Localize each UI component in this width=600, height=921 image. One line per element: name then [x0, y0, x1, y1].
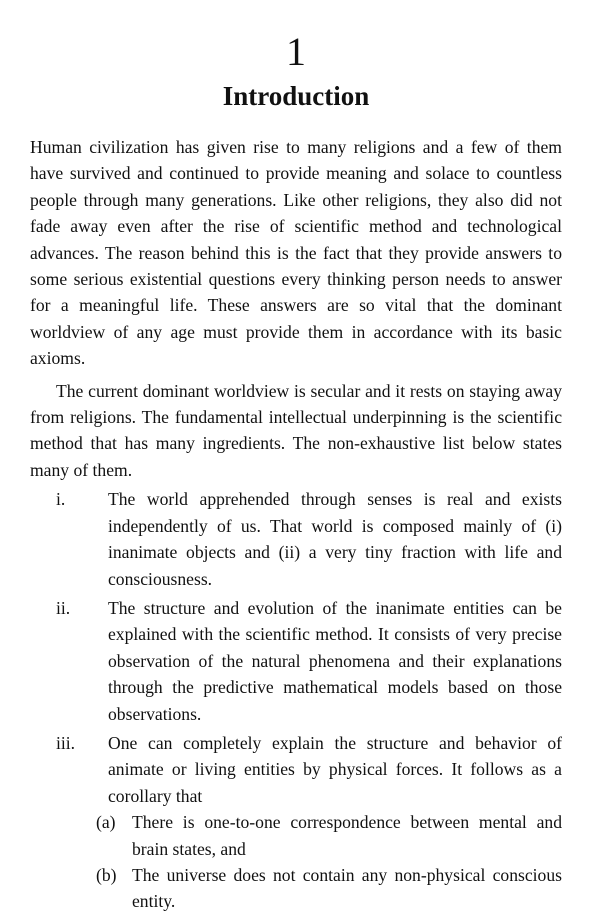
chapter-title: Introduction — [222, 81, 370, 111]
sublist-item — [96, 809, 562, 862]
list-marker: ii. — [56, 597, 71, 618]
chapter-number: 1 — [286, 29, 306, 74]
sublist-item — [96, 862, 562, 915]
body-text — [30, 134, 562, 915]
paragraph-2: The current dominant worldview is secular and it rests on staying away from religions. The fundamental intellectual underpinning is the scientific method that has many ingredients. The non-exhaustive list below states many of them. — [30, 380, 562, 480]
list-item-text: The structure and evolution of the inanimate entities can be explained with the scientific method. It consists of very precise observation of the natural phenomena and their explanations through the predictive mathematical models based on those observations. — [108, 597, 562, 724]
corollary-sublist — [96, 809, 562, 915]
list-item-text: The world apprehended through senses is real and exists independently of us. That world is composed mainly of (i) inanimate objects and (ii) a very tiny fraction with life and consciousness. — [108, 489, 562, 589]
axiom-list — [30, 486, 562, 915]
sublist-item-text: The universe does not contain any non-physical conscious entity. — [132, 864, 562, 912]
list-item-text: One can completely explain the structure and behavior of animate or living entities by physical forces. It follows as a corollary that — [108, 732, 562, 806]
sublist-marker: (a) — [96, 812, 116, 833]
list-item — [30, 486, 562, 592]
book-page — [30, 0, 562, 921]
list-item-content — [96, 730, 562, 915]
sublist-item-text: There is one-to-one correspondence between mental and brain states, and — [132, 812, 562, 859]
paragraph-1: Human civilization has given rise to many religions and a few of them have survived and continued to provide meaning and solace to countless people through many generations. Like other religions, they also did not fade away even after the rise of scientific method and technological advances. The reason behind this is the fact that they provide answers to some serious existential questions every thinking person needs to answer for a meaningful life. These answers are so vital that the dominant worldview of any age must provide them in accordance with its basic axioms. — [30, 137, 562, 369]
list-marker: iii. — [56, 732, 76, 753]
sublist-marker: (b) — [96, 864, 117, 885]
list-item — [30, 730, 562, 915]
list-marker: i. — [56, 489, 66, 510]
list-item — [30, 595, 562, 727]
